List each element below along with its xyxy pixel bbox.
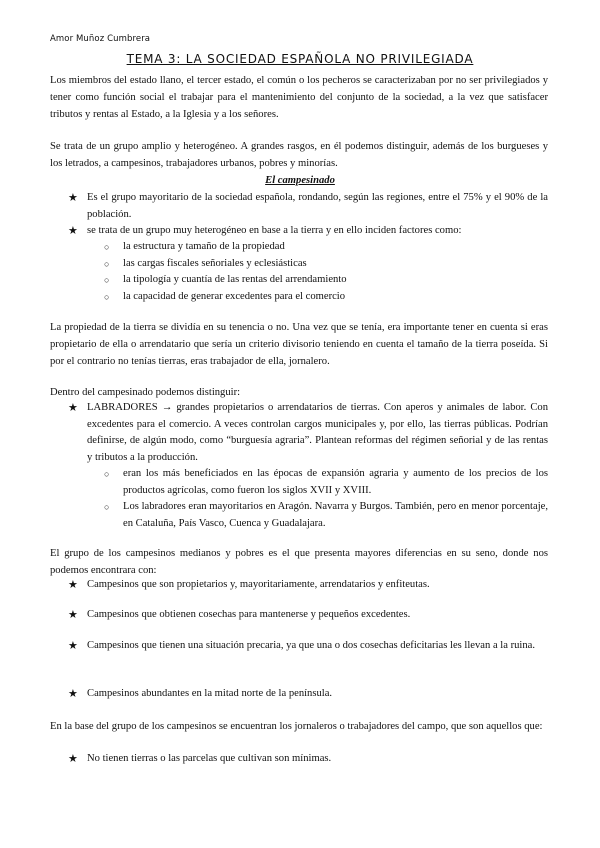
medianos-paragraph: El grupo de los campesinos medianos y pobres es el que presenta mayores diferencias en su seno, donde nos podemos encontrara con: [50, 548, 548, 576]
factor-item: la tipología y cuantía de las rentas del arrendamiento [123, 274, 347, 285]
page-title: TEMA 3: LA SOCIEDAD ESPAÑOLA NO PRIVILEGIADA [126, 52, 474, 66]
circle-bullet-icon: ○ [104, 242, 110, 252]
circle-bullet-icon: ○ [104, 291, 110, 302]
circle-bullet-icon: ○ [104, 258, 110, 269]
jornaleros-paragraph: En la base del grupo de los campesinos se encuentran los jornaleros o trabajadores del campo, que son aquellos que: [50, 721, 543, 732]
campesino-type-item: Campesinos que obtienen cosechas para mantenerse y pequeños excedentes. [87, 609, 411, 620]
author-name: Amor Muñoz Cumbrera [50, 34, 151, 44]
star-bullet-icon: ★ [68, 753, 78, 765]
bullet-majority: Es el grupo mayoritario de la sociedad española, rondando, según las regiones, entre el 75% y el 90% de la población. [87, 192, 548, 220]
campesino-type-item: Campesinos que tienen una situación precaria, ya que una o dos cosechas deficitarias les llevan a la ruina. [87, 640, 536, 651]
labradores-sub-item: eran los más beneficiados en las épocas de expansión agraria y aumento de los precios de los productos agrícolas, como fueron los siglos XVII y XVIII. [123, 468, 548, 496]
star-bullet-icon: ★ [68, 609, 78, 621]
circle-bullet-icon: ○ [104, 502, 110, 512]
bullet-heterogeneous: se trata de un grupo muy heterogéneo en base a la tierra y en ello inciden factores como: [87, 225, 462, 236]
distinguish-paragraph: Dentro del campesinado podemos distinguir: [50, 387, 241, 398]
jornaleros-item: No tienen tierras o las parcelas que cultivan son mínimas. [87, 753, 332, 764]
factor-item: la estructura y tamaño de la propiedad [123, 241, 285, 252]
circle-bullet-icon: ○ [104, 275, 110, 285]
star-bullet-icon: ★ [68, 192, 78, 204]
labradores-sub-item: Los labradores eran mayoritarios en Aragón. Navarra y Burgos. También, pero en menor porcentaje, en Cataluña, País Vasco, Cuenca y Guadalajara. [123, 501, 548, 529]
intro-paragraph-2: Se trata de un grupo amplio y heterogéneo. A grandes rasgos, en él podemos distinguir, además de los burgueses y los letrados, a campesinos, trabajadores urbanos, pobres y minorías. [50, 141, 548, 169]
intro-paragraph-1: Los miembros del estado llano, el tercer estado, el común o los pecheros se caracterizaban por no ser privilegiados y tener como función social el trabajar para el mantenimiento del conjunto de la sociedad, a la vez que satisfacer tributos y rentas al Estado, a la Iglesia y a los señores. [50, 75, 548, 120]
star-bullet-icon: ★ [68, 579, 78, 591]
campesino-type-item: Campesinos que son propietarios y, mayoritariamente, arrendatarios y enfiteutas. [87, 579, 430, 590]
star-bullet-icon: ★ [68, 225, 78, 237]
factor-item: la capacidad de generar excedentes para el comercio [123, 290, 346, 302]
circle-bullet-icon: ○ [104, 469, 110, 479]
labradores-item: LABRADORES → grandes propietarios o arrendatarios de tierras. Con aperos y animales de labor. Con excedentes para el comercio. A veces controlan cargos municipales y, por ello, las tierras públicas. Podrían definirse, de algún modo, como “burguesía agraria”. Plantean reformas del régimen señorial y de las rentas y tributos a la producción. [87, 402, 548, 463]
star-bullet-icon: ★ [68, 688, 78, 700]
section-heading: El campesinado [265, 175, 335, 186]
star-bullet-icon: ★ [68, 640, 78, 652]
factor-item: las cargas fiscales señoriales y eclesiásticas [123, 257, 307, 269]
campesino-type-item: Campesinos abundantes en la mitad norte de la península. [87, 688, 333, 699]
land-ownership-paragraph: La propiedad de la tierra se dividía en su tenencia o no. Una vez que se tenía, era importante tener en cuenta si eras propietario de ella o arrendatario que sería un criterio divisorio teniendo en cuenta el tamaño de la tierra poseída. Si por el contrario no tenías tierras, eras trabajador de ella, jornalero. [50, 322, 548, 367]
star-bullet-icon: ★ [68, 402, 78, 414]
